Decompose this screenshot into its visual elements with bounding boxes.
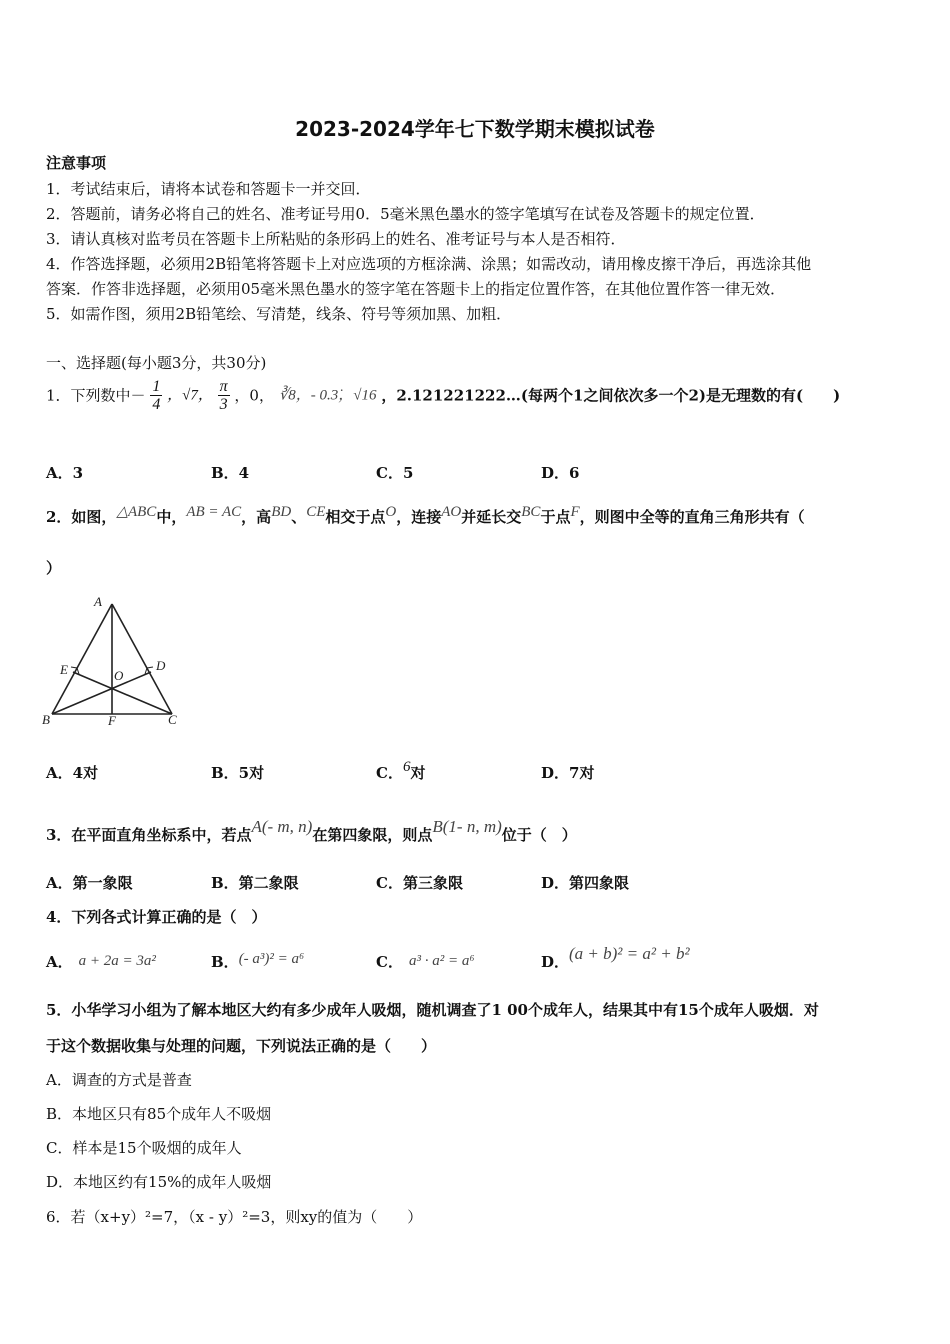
- q2-math: AO: [441, 504, 462, 520]
- triangle-figure: [40, 592, 190, 728]
- q2-math: △ABC: [116, 504, 157, 520]
- fraction-one-quarter: $\frac{1}{4}$: [152, 378, 161, 413]
- q4-option-a: [46, 951, 156, 972]
- q1-option-c: C．5: [376, 464, 414, 482]
- q2-text: ，则图中全等的直角三角形共有（: [579, 508, 805, 526]
- question-4: 4．下列各式计算正确的是（ ）: [46, 908, 267, 926]
- q3-option-b: B．第二象限: [211, 874, 299, 892]
- q3-text: 3．在平面直角坐标系中，若点: [46, 826, 252, 844]
- notice-item: 1．考试结束后，请将本试卷和答题卡一并交回．: [46, 180, 371, 198]
- q2-math: AB = AC: [186, 504, 242, 520]
- page-title: 2023-2024学年七下数学期末模拟试卷: [295, 117, 655, 141]
- q4-option-b-expr: (- a³)² = a⁶: [238, 951, 305, 967]
- question-1: [46, 378, 840, 413]
- q4-option-d-expr: (a + b)² = a² + b²: [569, 944, 690, 963]
- q2-text: 相交于点: [325, 508, 386, 526]
- label-o: O: [114, 668, 124, 683]
- question-5-line-1: 5．小华学习小组为了解本地区大约有多少成年人吸烟，随机调查了1 00个成年人，结果其中有15个成年人吸烟．对: [46, 1001, 819, 1019]
- point-a-coords: A(- m, n): [251, 817, 313, 836]
- notice-heading: 注意事项: [46, 154, 107, 172]
- q4-option-a-expr: a + 2a = 3a²: [78, 953, 156, 969]
- q4-option-c-expr: a³ · a² = a⁶: [408, 953, 475, 969]
- q2-math: BD: [271, 504, 292, 520]
- q2-option-d: D．7对: [541, 764, 595, 782]
- q2-text: 2．如图，: [46, 508, 117, 526]
- q5-option-b: B．本地区只有85个成年人不吸烟: [46, 1105, 272, 1123]
- q1-option-a: A．3: [46, 464, 84, 482]
- question-6: 6．若（x+y）²=7，（x - y）²=3，则xy的值为（ ）: [46, 1208, 423, 1226]
- q2-text: 中，: [156, 508, 187, 526]
- q2-option-c-tail: 对: [410, 764, 426, 782]
- q4-option-c: [376, 951, 475, 972]
- q4-option-b: [211, 951, 304, 972]
- label-c: C: [168, 712, 177, 727]
- label-a: A: [94, 594, 102, 609]
- q4-option-a-label: A．: [46, 953, 73, 971]
- q5-option-c: C．样本是15个吸烟的成年人: [46, 1139, 242, 1157]
- q3-option-c: C．第三象限: [376, 874, 463, 892]
- label-f: F: [108, 713, 116, 728]
- q4-option-b-label: B．: [211, 953, 239, 971]
- label-d: D: [156, 658, 166, 673]
- q2-text: ，高: [241, 508, 272, 526]
- q2-math: BC: [521, 504, 541, 520]
- notice-item: 5．如需作图，须用2B铅笔绘、写清楚，线条、符号等须加黑、加粗．: [46, 305, 512, 323]
- question-2: [46, 506, 805, 527]
- q3-option-d: D．第四象限: [541, 874, 630, 892]
- notice-item: 3．请认真核对监考员在答题卡上所粘贴的条形码上的姓名、准考证号与本人是否相符．: [46, 230, 626, 248]
- q5-option-a: A．调查的方式是普查: [46, 1071, 192, 1089]
- sqrt7-term: ，√7，: [167, 387, 213, 404]
- label-b: B: [42, 712, 50, 727]
- q2-text: 并延长交: [461, 508, 522, 526]
- q2-math: O: [385, 504, 397, 520]
- q1-option-b: B．4: [211, 464, 250, 482]
- q2-option-c-number: 6: [402, 759, 411, 775]
- label-e: E: [60, 662, 68, 677]
- q2-option-a: A．4对: [46, 764, 99, 782]
- q2-math: CE: [306, 504, 326, 520]
- fraction-pi-third: $\frac{\pi}{3}$: [219, 378, 228, 413]
- q5-option-d: D．本地区约有15%的成年人吸烟: [46, 1173, 272, 1191]
- q2-close-paren: ）: [46, 559, 62, 577]
- q4-option-d: [541, 944, 690, 972]
- notice-item: 4．作答选择题，必须用2B铅笔将答题卡上对应选项的方框涂满、涂黑；如需改动，请用橡皮擦干净后，再选涂其他: [46, 255, 812, 273]
- point-b-coords: B(1- n, m): [432, 817, 502, 836]
- q2-text: 、: [291, 508, 307, 526]
- q2-option-c-label: C．: [376, 764, 403, 782]
- altitude-bd: [52, 672, 151, 714]
- section-heading: 一、选择题(每小题3分，共30分): [46, 354, 267, 372]
- q1-suffix: ，2.121221222…(每两个1之间依次多一个2)是无理数的有( ): [381, 386, 841, 405]
- q1-middle: ，0，: [234, 386, 274, 405]
- q3-option-a: A．第一象限: [46, 874, 133, 892]
- notice-item: 答案．作答非选择题，必须用05毫米黑色墨水的签字笔在答题卡上的指定位置作答，在其他位置作答一律无效．: [46, 280, 786, 298]
- side-ab: [52, 604, 112, 714]
- q2-option-c: [376, 759, 426, 783]
- q2-text: ，连接: [396, 508, 442, 526]
- q4-option-c-label: C．: [376, 953, 403, 971]
- q3-text: 在第四象限，则点: [312, 826, 433, 844]
- notice-item: 2．答题前，请务必将自己的姓名、准考证号用0．5毫米黑色墨水的签字笔填写在试卷及答题卡的规定位置．: [46, 205, 765, 223]
- q2-option-b: B．5对: [211, 764, 265, 782]
- q2-text: 于点: [540, 508, 571, 526]
- q4-option-d-label: D．: [541, 953, 570, 971]
- q3-text: 位于（ ）: [501, 826, 577, 844]
- q1-prefix: 1．下列数中－: [46, 386, 146, 405]
- question-3: [46, 817, 577, 845]
- q2-math: F: [570, 504, 580, 520]
- question-5-line-2: 于这个数据收集与处理的问题，下列说法正确的是（ ）: [46, 1037, 437, 1055]
- roots-terms: ∛8，- 0.3̇，√16: [278, 387, 377, 404]
- q1-option-d: D．6: [541, 464, 580, 482]
